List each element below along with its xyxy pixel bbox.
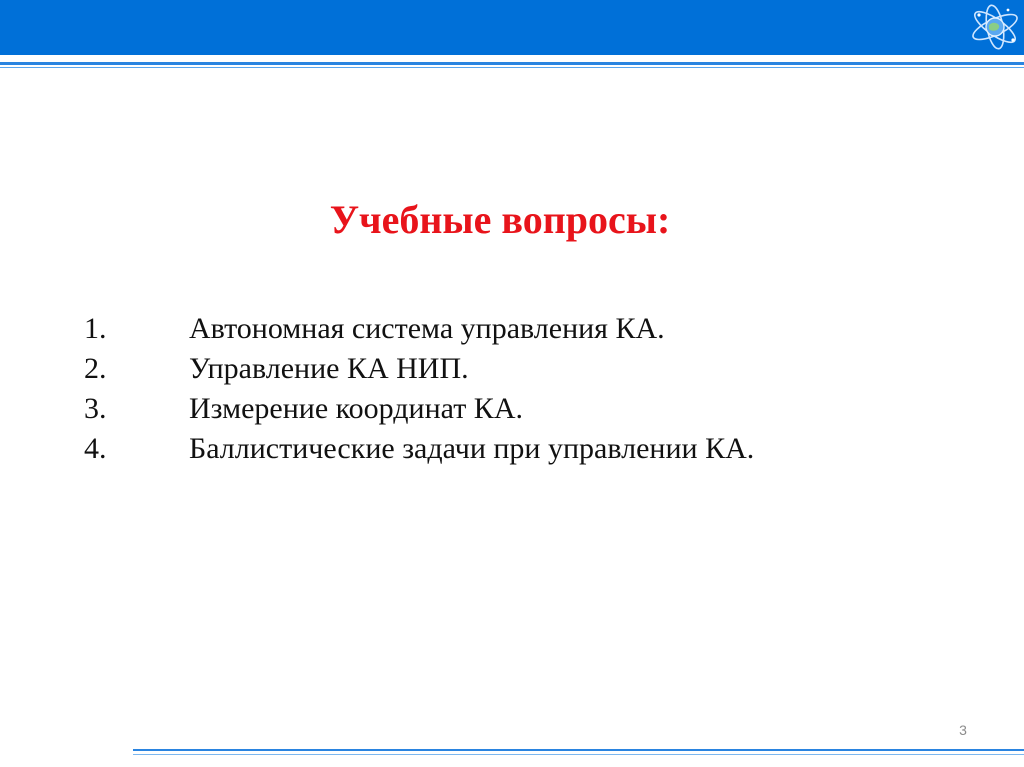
list-item	[84, 349, 754, 389]
list-item-text: Управление КА НИП.	[189, 352, 469, 385]
header-bar	[0, 0, 1024, 55]
footer-divider-line	[133, 749, 1024, 751]
list-item-text: Измерение координат КА.	[189, 392, 523, 425]
page-number: 3	[959, 722, 967, 738]
list-item-text: Баллистические задачи при управлении КА.	[189, 432, 755, 465]
header-divider-line	[0, 62, 1024, 65]
atom-orbit-icon	[968, 2, 1022, 52]
list-item-number: 1.	[84, 312, 107, 345]
list-item	[84, 309, 754, 349]
questions-list	[84, 309, 754, 469]
header-divider-thin-line	[0, 67, 1024, 68]
slide-title: Учебные вопросы:	[329, 197, 671, 242]
list-item-number: 2.	[84, 352, 107, 385]
footer-divider-thin-line	[133, 754, 1024, 755]
list-item-number: 3.	[84, 392, 107, 425]
list-item-number: 4.	[84, 432, 107, 465]
list-item	[84, 429, 754, 469]
list-item-text: Автономная система управления КА.	[189, 312, 665, 345]
list-item	[84, 389, 754, 429]
